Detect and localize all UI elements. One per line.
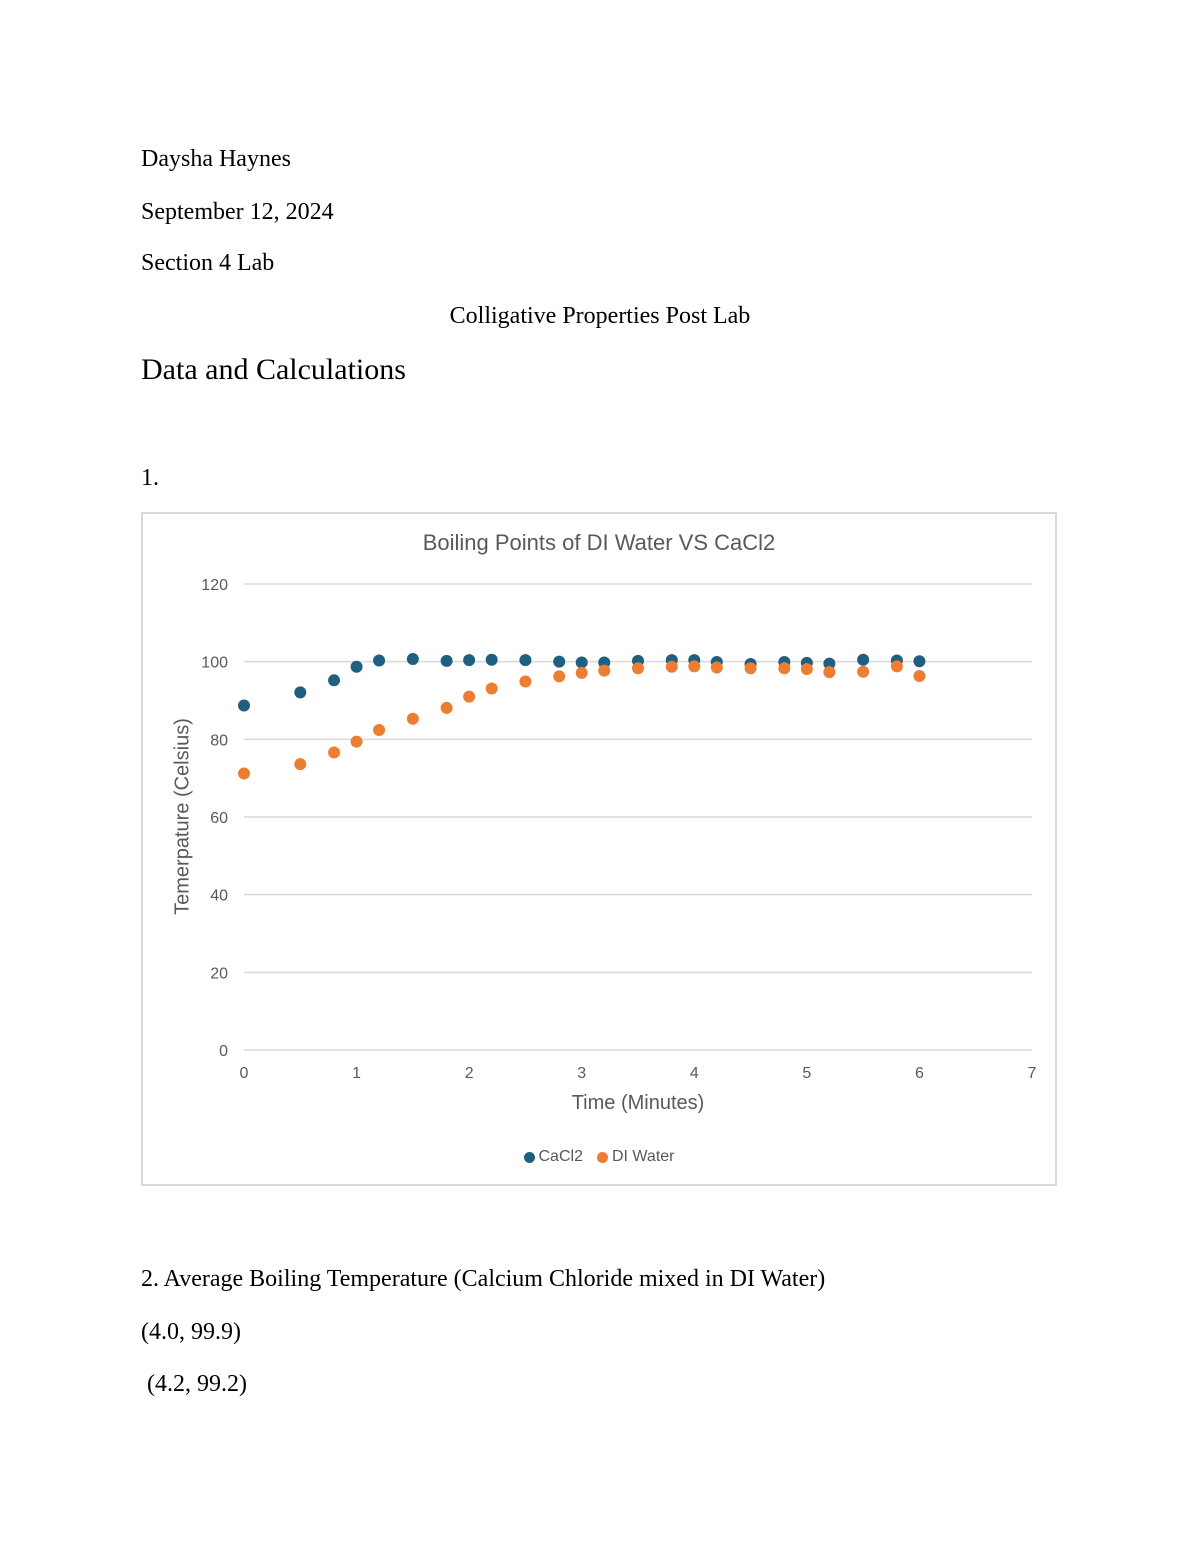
item-1-label: 1.	[141, 465, 159, 491]
y-tick-label: 0	[219, 1043, 228, 1060]
chart-grid	[244, 584, 1032, 1050]
y-tick-label: 80	[210, 732, 228, 750]
data-point-cacl2	[576, 656, 588, 668]
x-tick-label: 7	[1027, 1065, 1037, 1082]
data-point-cacl2	[486, 654, 498, 666]
y-tick-label: 120	[201, 577, 228, 594]
data-point-di-water	[891, 660, 903, 672]
data-point-di-water	[688, 660, 700, 672]
data-point-cacl2	[351, 661, 363, 673]
chart-title: Boiling Points of DI Water VS CaCl2	[422, 530, 776, 555]
y-axis-label: Temerpature (Celsius)	[171, 718, 194, 915]
x-axis-label: Time (Minutes)	[571, 1092, 705, 1114]
legend-label-di-water: DI Water	[611, 1148, 675, 1165]
legend-item-di-water	[597, 1148, 675, 1166]
y-tick-label: 60	[210, 810, 228, 827]
data-point-di-water	[463, 691, 475, 703]
data-point-di-water	[778, 662, 790, 674]
report-date: September 12, 2024	[141, 199, 334, 225]
author-name: Daysha Haynes	[141, 146, 291, 172]
chart-tick-labels	[201, 577, 1036, 1082]
data-point-cacl2	[407, 653, 419, 665]
data-point-di-water	[238, 768, 250, 780]
legend-label-cacl2: CaCl2	[538, 1148, 583, 1165]
data-point-di-water	[632, 662, 644, 674]
x-tick-label: 3	[577, 1065, 587, 1082]
document-title: Colligative Properties Post Lab	[449, 303, 751, 329]
x-tick-label: 2	[464, 1065, 474, 1082]
data-point-di-water	[441, 702, 453, 714]
data-point-cacl2	[463, 654, 475, 666]
data-point-di-water	[373, 724, 385, 736]
data-point-di-water	[576, 667, 588, 679]
y-tick-label: 40	[210, 887, 228, 905]
data-point-di-water	[823, 666, 835, 678]
data-point-di-water	[913, 670, 925, 682]
data-point-di-water	[486, 682, 498, 694]
chart-legend	[141, 1148, 1057, 1166]
coordinate-2: (4.2, 99.2)	[147, 1371, 247, 1397]
data-point-cacl2	[553, 656, 565, 668]
data-point-di-water	[351, 736, 363, 748]
item-2-text: 2. Average Boiling Temperature (Calcium Chloride mixed in DI Water)	[141, 1266, 826, 1292]
chart-points	[238, 653, 925, 780]
x-tick-label: 0	[239, 1065, 249, 1082]
data-point-cacl2	[294, 686, 306, 698]
x-tick-label: 1	[352, 1065, 362, 1082]
data-point-di-water	[711, 661, 723, 673]
data-point-cacl2	[441, 655, 453, 667]
coordinate-1: (4.0, 99.9)	[141, 1319, 241, 1345]
y-tick-label: 100	[201, 654, 228, 672]
data-point-di-water	[801, 663, 813, 675]
data-point-di-water	[294, 758, 306, 770]
data-point-di-water	[519, 675, 531, 687]
x-tick-label: 5	[802, 1065, 812, 1082]
data-point-cacl2	[328, 674, 340, 686]
legend-item-cacl2	[524, 1148, 583, 1166]
data-point-di-water	[666, 661, 678, 673]
data-point-di-water	[857, 666, 869, 678]
x-tick-label: 4	[689, 1065, 699, 1082]
data-point-di-water	[553, 670, 565, 682]
x-tick-label: 6	[914, 1065, 924, 1082]
legend-swatch-cacl2	[524, 1152, 535, 1163]
data-point-di-water	[598, 665, 610, 677]
y-tick-label: 20	[210, 965, 228, 983]
data-point-cacl2	[519, 654, 531, 666]
data-point-di-water	[328, 747, 340, 759]
data-point-di-water	[745, 662, 757, 674]
legend-swatch-di-water	[597, 1152, 608, 1163]
data-point-cacl2	[913, 655, 925, 667]
data-point-cacl2	[238, 700, 250, 712]
section-heading: Data and Calculations	[141, 353, 406, 386]
data-point-cacl2	[857, 654, 869, 666]
lab-section: Section 4 Lab	[141, 250, 275, 276]
data-point-cacl2	[373, 655, 385, 667]
data-point-di-water	[407, 713, 419, 725]
